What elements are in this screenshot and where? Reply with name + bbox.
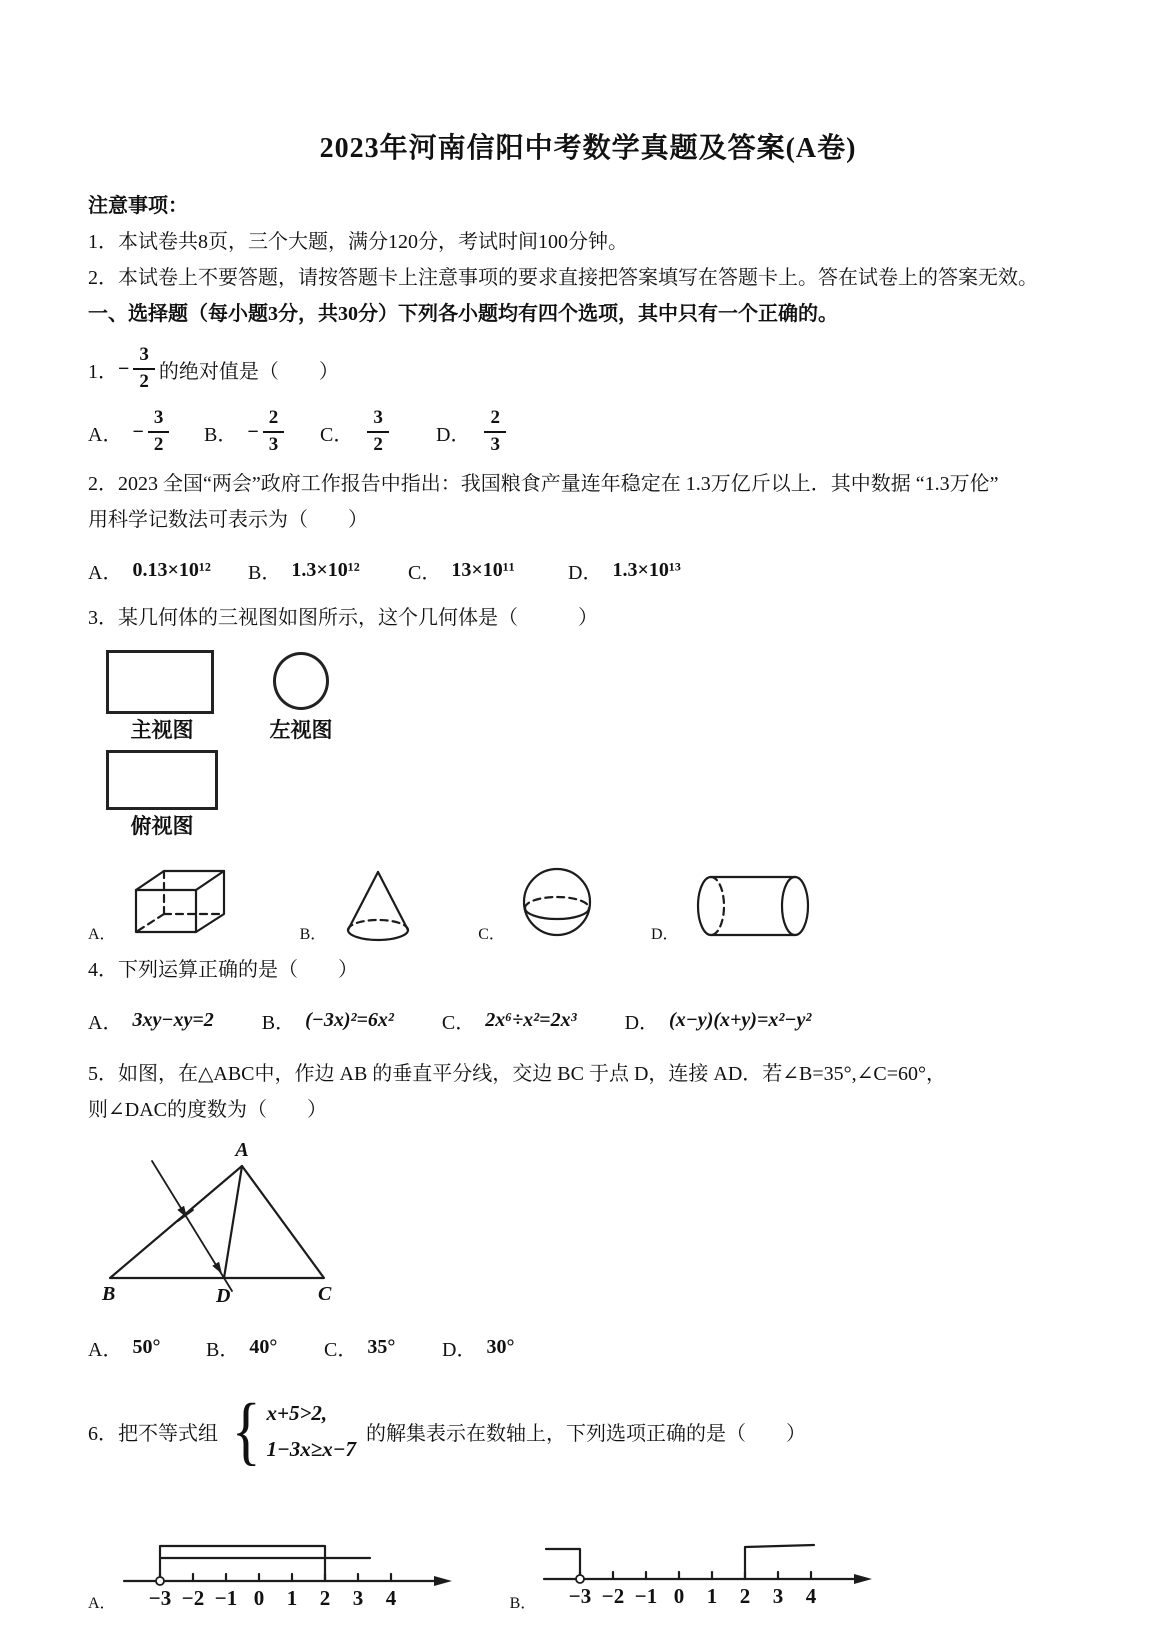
number-line-b xyxy=(542,1519,878,1615)
tick-label: 2 xyxy=(740,1584,751,1608)
system-brace: { xyxy=(231,1388,261,1473)
sphere-figure xyxy=(515,862,599,946)
notice-item-2: 2．本试卷上不要答题，请按答题卡上注意事项的要求直接把答案填写在答题卡上。答在试卷上的答案无效。 xyxy=(88,267,1038,289)
section-heading: 一、选择题（每小题3分，共30分）下列各小题均有四个选项，其中只有一个正确的。 xyxy=(88,303,838,325)
left-view-circle xyxy=(273,652,329,710)
option-label: D． xyxy=(436,423,471,446)
option-label: A． xyxy=(88,926,116,943)
option-value: 35° xyxy=(367,1335,396,1358)
fraction-numerator: 3 xyxy=(367,406,389,433)
vertex-b-label: B xyxy=(102,1283,116,1305)
fraction-denominator: 3 xyxy=(268,434,279,455)
tick-label: 4 xyxy=(385,1586,396,1610)
question-1-stem xyxy=(88,338,1088,400)
tick-label: 0 xyxy=(674,1584,685,1608)
option-label: B． xyxy=(509,1595,537,1612)
option-a xyxy=(88,406,204,457)
question-5-stem-line1: 5．如图，在△ABC中，作边 AB 的垂直平分线，交边 BC 于点 D，连接 AD．若∠B=35°,∠C=60°， xyxy=(88,1063,947,1085)
left-view-column xyxy=(256,650,346,842)
option-d xyxy=(568,556,728,585)
tick-label: 0 xyxy=(253,1586,264,1610)
option-value: 2x⁶÷x²=2x³ xyxy=(485,1008,577,1031)
question-5-stem-line2: 则∠DAC的度数为（ ） xyxy=(88,1099,327,1121)
tick-label: 4 xyxy=(806,1584,817,1608)
option-b-cone xyxy=(300,866,421,946)
option-label: A． xyxy=(88,1011,123,1034)
cone-figure xyxy=(336,866,420,946)
question-6-options xyxy=(88,1519,1088,1617)
option-c xyxy=(442,1006,577,1035)
tick-label: −2 xyxy=(602,1584,625,1608)
q1-stem-fraction xyxy=(133,343,155,394)
front-view-label: 主视图 xyxy=(130,718,194,742)
top-view-label: 俯视图 xyxy=(130,814,194,838)
question-1-text: 的绝对值是（ ） xyxy=(158,360,339,383)
fraction xyxy=(367,406,389,457)
tick-label: −3 xyxy=(148,1586,171,1610)
option-label: D． xyxy=(650,926,679,943)
option-a-numberline xyxy=(88,1533,458,1617)
fraction xyxy=(484,406,506,457)
option-label: B． xyxy=(299,926,327,943)
question-6-stem xyxy=(88,1383,1088,1479)
option-label: A． xyxy=(88,423,123,446)
option-c xyxy=(320,406,436,457)
cuboid-figure xyxy=(126,858,238,946)
triangle-figure xyxy=(92,1136,362,1314)
option-label: D． xyxy=(624,1011,660,1034)
top-view-rect xyxy=(106,750,218,810)
option-label: B． xyxy=(204,423,238,446)
tick-label: −2 xyxy=(181,1586,204,1610)
option-d-cylinder xyxy=(651,866,824,946)
option-label: B． xyxy=(261,1011,296,1034)
three-views-figure xyxy=(106,650,1088,842)
fraction-numerator: 2 xyxy=(263,406,285,433)
cylinder-figure xyxy=(689,866,824,946)
option-b xyxy=(248,556,408,585)
system-lines xyxy=(266,1395,355,1467)
page-title: 2023年河南信阳中考数学真题及答案(A卷) xyxy=(319,133,857,164)
option-value: 0.13×10¹² xyxy=(132,558,211,581)
question-3-options xyxy=(88,858,1088,946)
tick-label: 1 xyxy=(707,1584,718,1608)
option-label: C． xyxy=(478,926,505,943)
fraction xyxy=(148,406,170,457)
number-line-a xyxy=(122,1533,458,1617)
option-d xyxy=(436,406,552,457)
front-view-rect xyxy=(106,650,214,714)
tick-label: 3 xyxy=(773,1584,784,1608)
option-label: D． xyxy=(442,1338,477,1361)
question-6-prefix: 6．把不等式组 xyxy=(88,1422,218,1445)
option-value: 3xy−xy=2 xyxy=(132,1008,214,1031)
tick-label: −1 xyxy=(635,1584,658,1608)
option-c xyxy=(408,556,568,585)
option-value: 1.3×10¹³ xyxy=(612,558,681,581)
option-label: D． xyxy=(568,561,603,584)
point-d-label: D xyxy=(216,1285,231,1307)
fraction-numerator: 3 xyxy=(148,406,170,433)
option-value: 50° xyxy=(132,1335,161,1358)
option-d xyxy=(625,1006,812,1035)
notices-heading: 注意事项： xyxy=(88,195,188,217)
tick-label: 3 xyxy=(352,1586,363,1610)
tick-label: −3 xyxy=(569,1584,592,1608)
option-a-cuboid xyxy=(88,858,238,946)
option-b xyxy=(204,406,320,457)
option-value: 30° xyxy=(486,1335,515,1358)
fraction-denominator: 2 xyxy=(373,434,383,455)
option-value: (x−y)(x+y)=x²−y² xyxy=(669,1008,812,1031)
fraction-sign: − xyxy=(247,420,259,443)
front-top-views-column xyxy=(106,650,218,842)
option-b xyxy=(262,1006,394,1035)
system-line-2: 1−3x≥x−7 xyxy=(266,1437,356,1461)
inequality-system xyxy=(228,1388,356,1473)
option-a xyxy=(88,1333,206,1362)
question-4-stem: 4．下列运算正确的是（ ） xyxy=(88,959,358,981)
option-value: 1.3×10¹² xyxy=(291,558,360,581)
question-1-number: 1． xyxy=(88,360,118,383)
question-1-options xyxy=(88,400,1088,464)
tick-label: 1 xyxy=(286,1586,297,1610)
vertex-a-label: A xyxy=(235,1139,249,1161)
option-label: A． xyxy=(88,1338,123,1361)
option-a xyxy=(88,1006,214,1035)
fraction-denominator: 3 xyxy=(490,434,500,455)
option-label: B． xyxy=(248,561,282,584)
fraction-numerator: 2 xyxy=(484,406,506,433)
vertex-c-label: C xyxy=(318,1283,332,1305)
question-2-options xyxy=(88,544,1088,596)
option-value: (−3x)²=6x² xyxy=(305,1008,394,1031)
fraction-denominator: 2 xyxy=(139,371,149,392)
option-a xyxy=(88,556,248,585)
option-label: C． xyxy=(320,423,354,446)
option-b xyxy=(206,1333,324,1362)
question-4-options xyxy=(88,992,1088,1048)
question-3-stem: 3．某几何体的三视图如图所示，这个几何体是（ ） xyxy=(88,607,598,629)
fraction xyxy=(263,406,285,457)
fraction-numerator: 3 xyxy=(133,343,155,370)
option-c xyxy=(324,1333,442,1362)
question-2-stem-line1: 2．2023 全国“两会”政府工作报告中指出：我国粮食产量连年稳定在 1.3万亿斤以上．其中数据 “1.3万伦” xyxy=(88,473,999,495)
option-label: C． xyxy=(324,1338,358,1361)
question-6-suffix: 的解集表示在数轴上，下列选项正确的是（ ） xyxy=(365,1422,806,1445)
option-label: A． xyxy=(88,561,123,584)
question-2-stem-line2: 用科学记数法可表示为（ ） xyxy=(88,509,368,531)
option-value: 40° xyxy=(249,1335,278,1358)
option-c-sphere xyxy=(478,862,599,946)
option-d xyxy=(442,1333,560,1362)
option-b-numberline xyxy=(510,1519,879,1617)
tick-label: 2 xyxy=(319,1586,330,1610)
option-label: B． xyxy=(206,1338,240,1361)
system-line-1: x+5>2, xyxy=(266,1401,328,1425)
option-label: C． xyxy=(441,1011,476,1034)
fraction-denominator: 2 xyxy=(153,434,164,455)
q1-stem-fraction-sign: − xyxy=(118,357,130,380)
triangle-figure-wrap xyxy=(92,1136,1088,1319)
notice-item-1: 1．本试卷共8页，三个大题，满分120分，考试时间100分钟。 xyxy=(88,231,628,253)
left-view-label: 左视图 xyxy=(269,718,333,742)
option-label: A． xyxy=(88,1595,116,1612)
question-5-options xyxy=(88,1323,1088,1371)
option-label: C． xyxy=(408,561,442,584)
tick-label: −1 xyxy=(214,1586,237,1610)
option-value: 13×10¹¹ xyxy=(451,558,515,581)
fraction-sign: − xyxy=(132,420,144,443)
